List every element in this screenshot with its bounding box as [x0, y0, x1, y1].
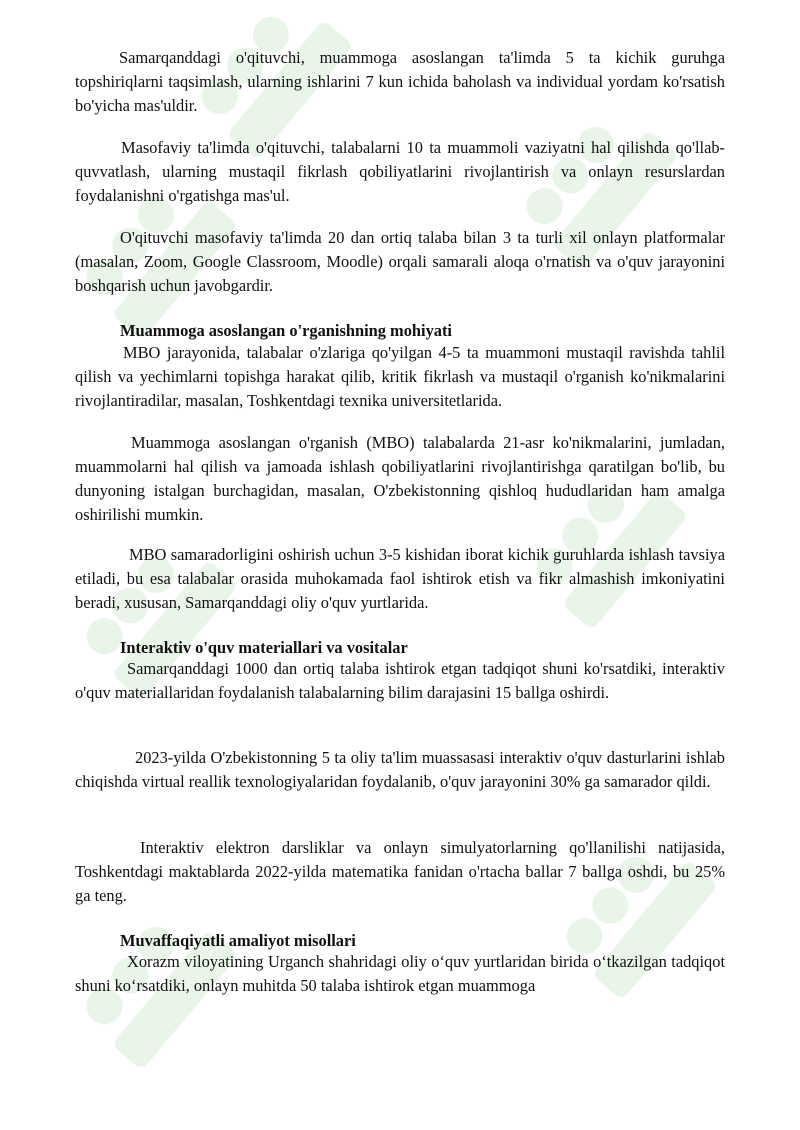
paragraph: Masofaviy ta'limda o'qituvchi, talabalarni 10 ta muammoli vaziyatni hal qilishda qo'llab-quvvatlash, ularning mustaqil fikrlash qobiliyatlarini rivojlantirish va onlayn resurslardan foydalanishni o'rgatishga mas'ul. [75, 138, 725, 205]
section-heading: Muvaffaqiyatli amaliyot misollari [120, 931, 356, 950]
paragraph: Interaktiv elektron darsliklar va onlayn simulyatorlarning qo'llanilishi natijasida, Toshkentdagi maktablarda 2022-yilda matematika fanidan o'rtacha ballar 7 ballga oshdi, bu 25% ga teng. [75, 838, 725, 905]
paragraph: MBO samaradorligini oshirish uchun 3-5 kishidan iborat kichik guruhlarda ishlash tavsiya etiladi, bu esa talabalar orasida muhokamada faol ishtirok etish va fikr almashish imkoniyatini beradi, xususan, Samarqanddagi oliy o'quv yurtlarida. [75, 545, 725, 612]
soff-watermark-icon [80, 500, 270, 760]
section-heading: Interaktiv o'quv materiallari va vositalar [120, 638, 408, 657]
paragraph: 2023-yilda O'zbekistonning 5 ta oliy ta'lim muassasasi interaktiv o'quv dasturlarini ishlab chiqishda virtual reallik texnologiyalaridan foydalanib, o'quv jarayonini 30% ga samarador qildi. [75, 748, 725, 791]
paragraph: Xorazm viloyatining Urganch shahridagi oliy o‘quv yurtlaridan birida o‘tkazilgan tadqiqot shuni ko‘rsatdiki, onlayn muhitda 50 talaba ishtirok etgan muammoga [75, 952, 725, 995]
paragraph: MBO jarayonida, talabalar o'zlariga qo'yilgan 4-5 ta muammoni mustaqil ravishda tahlil qilish va yechimlarni topishga harakat qilib, kritik fikrlash va mustaqil o'rganish ko'nikmalarini rivojlantiradilar, masalan, Toshkentdagi texnika universitetlarida. [75, 343, 725, 410]
section-heading: Muammoga asoslangan o'rganishning mohiyati [120, 321, 452, 340]
paragraph: Samarqanddagi 1000 dan ortiq talaba ishtirok etgan tadqiqot shuni ko'rsatdiki, interaktiv o'quv materiallaridan foydalanish talabalarning bilim darajasini 15 ballga oshirdi. [75, 659, 725, 702]
paragraph: Samarqanddagi o'qituvchi, muammoga asoslangan ta'limda 5 ta kichik guruhga topshiriqlarni taqsimlash, ularning ishlarini 7 kun ichida baholash va individual yordam ko'rsatish bo'yicha mas'uldir. [75, 48, 725, 115]
paragraph: Muammoga asoslangan o'rganish (MBO) talabalarda 21-asr ko'nikmalarini, jumladan, muammolarni hal qilish va jamoada ishlash qobiliyatlarini rivojlantirishga qaratilgan bo'lib, bu dunyoning istalgan burchagidan, masalan, O'zbekistonning qishloq hududlaridan ham amalga oshirilishi mumkin. [75, 433, 725, 524]
soff-watermark-icon [80, 870, 270, 1130]
paragraph: O'qituvchi masofaviy ta'limda 20 dan ortiq talaba bilan 3 ta turli xil onlayn platformalar (masalan, Zoom, Google Classroom, Moodle) orqali samarali aloqa o'rnatish va o'quv jarayonini boshqarish uchun javobgardir. [75, 228, 725, 295]
